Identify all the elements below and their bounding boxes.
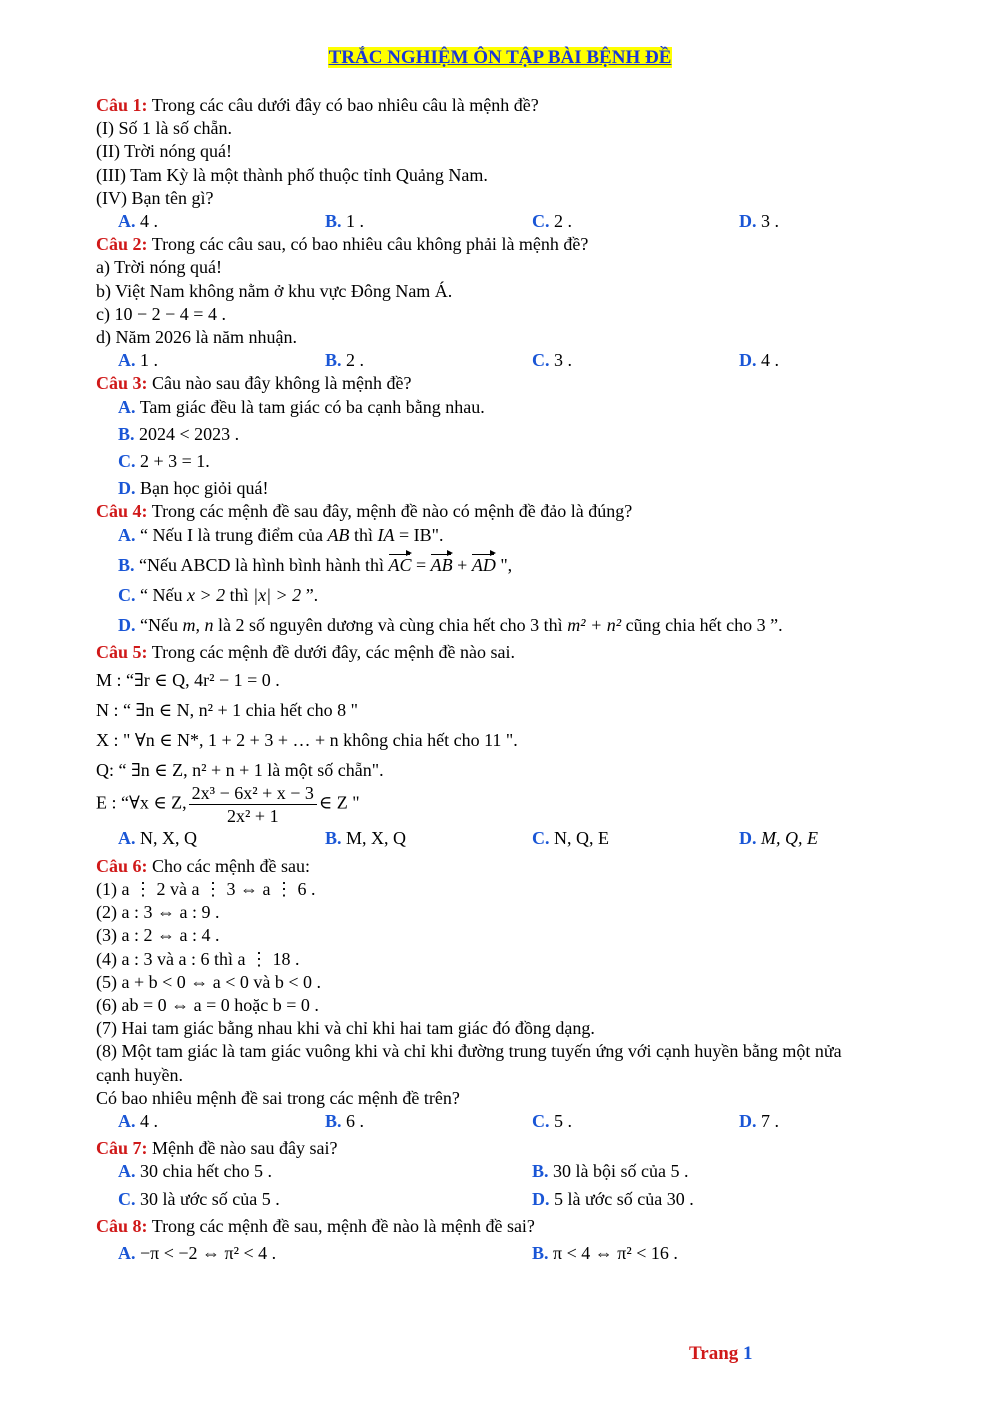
option-text: thì [225, 585, 254, 606]
option-text: N, X, Q [140, 828, 197, 849]
answer-options [96, 210, 946, 233]
option-letter: B. [325, 211, 342, 232]
option-letter: D. [118, 615, 136, 636]
question-text: Câu nào sau đây không là mệnh đề? [152, 373, 412, 394]
option-text: 2 . [346, 350, 365, 371]
option-text: ", [495, 554, 513, 575]
option-letter: A. [118, 828, 136, 849]
question-3 [96, 372, 946, 395]
vector-ab: AB [431, 554, 453, 577]
statement: d) Năm 2026 là năm nhuận. [96, 327, 297, 348]
option-letter: A. [118, 1242, 136, 1263]
statement: a) Trời nóng quá! [96, 257, 223, 278]
question-label: Câu 4: [96, 501, 148, 522]
question-1 [96, 94, 946, 117]
option-text: 4 . [140, 1110, 158, 1131]
option-text: −π < −2 ⇔ π² < 4 . [140, 1242, 277, 1263]
statement: (8) Một tam giác là tam giác vuông khi và chỉ khi đường trung tuyến ứng với cạnh huyền bằng một nửa [96, 1041, 842, 1062]
option-letter: A. [118, 396, 136, 417]
question-6 [96, 855, 946, 878]
option-text: 4 . [761, 350, 779, 371]
option-c[interactable] [118, 1188, 532, 1211]
statement: (1) a ⋮ 2 và a ⋮ 3 ⇔ a ⋮ 6 . [96, 878, 316, 899]
option-c[interactable] [532, 210, 739, 233]
statement: (6) ab = 0 ⇔ a = 0 hoặc b = 0 . [96, 994, 319, 1015]
statement: cạnh huyền. [96, 1064, 183, 1085]
option-letter: B. [118, 423, 135, 444]
math-expr: m² + n² [567, 615, 622, 636]
math-op: = [411, 554, 431, 575]
question-4 [96, 500, 946, 523]
question-label: Câu 3: [96, 373, 148, 394]
option-text: 1 . [346, 211, 365, 232]
option-a[interactable] [118, 1110, 325, 1133]
page-footer [689, 1343, 753, 1365]
numerator: 2x³ − 6x² + x − 3 [189, 782, 317, 805]
page-number: 1 [743, 1343, 753, 1364]
option-letter: B. [325, 350, 342, 371]
option-a[interactable] [118, 210, 325, 233]
option-text: 30 chia hết cho 5 . [140, 1161, 272, 1182]
option-a[interactable] [96, 524, 946, 547]
option-letter: A. [118, 1110, 136, 1131]
statement: b) Việt Nam không nằm ở khu vực Đông Nam Á. [96, 280, 453, 301]
option-text: 3 . [761, 211, 779, 232]
statement: c) 10 − 2 − 4 = 4 . [96, 303, 226, 324]
question-label: Câu 7: [96, 1138, 148, 1159]
option-text: 2 . [554, 211, 572, 232]
option-c[interactable] [96, 450, 946, 473]
option-a[interactable] [96, 396, 946, 419]
option-b[interactable] [325, 349, 532, 372]
question-5 [96, 641, 946, 664]
option-letter: D. [118, 478, 136, 499]
option-letter: C. [532, 1110, 550, 1131]
statement: (I) Số 1 là số chẵn. [96, 118, 232, 139]
option-letter: C. [118, 451, 136, 472]
option-letter: C. [118, 585, 136, 606]
math-expr: AB [327, 524, 350, 545]
option-letter: D. [739, 350, 757, 371]
math-expr: IA [377, 524, 395, 545]
question-label: Câu 2: [96, 234, 148, 255]
option-letter: D. [739, 211, 757, 232]
option-letter: C. [532, 350, 550, 371]
option-text: Bạn học giỏi quá! [140, 478, 269, 499]
answer-options [96, 1188, 946, 1211]
footer-label: Trang [689, 1343, 739, 1364]
option-letter: B. [325, 1110, 342, 1131]
question-label: Câu 6: [96, 855, 148, 876]
math-expr: |x| > 2 [253, 585, 302, 606]
option-letter: D. [739, 828, 757, 849]
option-text: 3 . [554, 350, 572, 371]
option-b[interactable] [325, 1110, 532, 1133]
statement: (5) a + b < 0 ⇔ a < 0 và b < 0 . [96, 971, 322, 992]
option-text: 7 . [761, 1110, 779, 1131]
option-text: M, X, Q [346, 828, 407, 849]
option-letter: D. [739, 1110, 757, 1131]
option-b[interactable] [532, 1242, 946, 1265]
question-2 [96, 233, 946, 256]
option-letter: D. [532, 1188, 550, 1209]
option-text: 6 . [346, 1110, 365, 1131]
question-text: Trong các mệnh đề sau đây, mệnh đề nào có mệnh đề đảo là đúng? [151, 501, 633, 522]
option-text: Tam giác đều là tam giác có ba cạnh bằng nhau. [139, 396, 485, 417]
option-c[interactable] [532, 349, 739, 372]
option-letter: C. [532, 828, 550, 849]
title-text: TRẮC NGHIỆM ÔN TẬP BÀI BỆNH ĐỀ [328, 47, 672, 68]
option-letter: A. [118, 211, 136, 232]
option-text: cũng chia hết cho 3 ”. [621, 615, 783, 636]
answer-options [96, 349, 946, 372]
option-letter: C. [532, 211, 550, 232]
question-text: Mệnh đề nào sau đây sai? [152, 1138, 338, 1159]
option-d[interactable] [532, 1188, 946, 1211]
option-text: = IB". [394, 524, 444, 545]
statement: (3) a : 2 ⇔ a : 4 . [96, 925, 220, 946]
option-b[interactable] [96, 554, 946, 577]
option-letter: C. [118, 1188, 136, 1209]
option-text: 2 + 3 = 1. [140, 451, 210, 472]
answer-options [96, 1110, 946, 1133]
option-text: “Nếu ABCD là hình bình hành thì [139, 554, 389, 575]
answer-options [96, 1242, 946, 1265]
option-letter: B. [532, 1161, 549, 1182]
option-text: là 2 số nguyên dương và cùng chia hết cho 3 thì [213, 615, 568, 636]
option-text: 30 là ước số của 5 . [140, 1188, 280, 1209]
option-a[interactable] [118, 827, 325, 850]
math-op: + [452, 554, 472, 575]
denominator: 2x² + 1 [227, 806, 279, 827]
option-b[interactable] [532, 1160, 946, 1183]
option-letter: A. [118, 350, 136, 371]
option-text: ”. [301, 585, 319, 606]
statement: (4) a : 3 và a : 6 thì a ⋮ 18 . [96, 948, 300, 969]
option-b[interactable] [96, 423, 946, 446]
statement-n: N : “ ∃n ∈ N, n² + 1 chia hết cho 8 " [96, 699, 358, 720]
option-text: 30 là bội số của 5 . [553, 1161, 689, 1182]
option-text: 1 . [140, 350, 158, 371]
question-label: Câu 8: [96, 1215, 148, 1236]
option-text: 4 . [140, 211, 158, 232]
option-d[interactable] [96, 477, 946, 500]
statement: (II) Trời nóng quá! [96, 141, 233, 162]
option-text: N, Q, E [554, 828, 609, 849]
question-text: Trong các câu sau, có bao nhiêu câu không phải là mệnh đề? [151, 234, 589, 255]
statement: (7) Hai tam giác bằng nhau khi và chỉ khi hai tam giác đó đồng dạng. [96, 1018, 595, 1039]
option-d[interactable] [739, 827, 946, 850]
option-c[interactable] [532, 827, 739, 850]
option-text: thì [349, 524, 378, 545]
option-letter: B. [325, 828, 342, 849]
vector-ac: AC [389, 554, 412, 577]
option-a[interactable] [118, 1242, 532, 1265]
fraction [189, 782, 317, 827]
option-a[interactable] [118, 349, 325, 372]
vector-ad: AD [472, 554, 496, 577]
question-text: Trong các mệnh đề sau, mệnh đề nào là mệnh đề sai? [151, 1215, 535, 1236]
math-expr: x > 2 [186, 585, 226, 606]
statement-m: M : “∃r ∈ Q, 4r² − 1 = 0 . [96, 669, 280, 690]
option-d[interactable] [739, 1110, 946, 1133]
question-text: Cho các mệnh đề sau: [152, 855, 310, 876]
option-d[interactable] [739, 349, 946, 372]
answer-options [96, 1160, 946, 1183]
question-label: Câu 5: [96, 642, 148, 663]
option-letter: B. [118, 554, 135, 575]
question-label: Câu 1: [96, 95, 148, 115]
question-8 [96, 1215, 946, 1238]
statement: (IV) Bạn tên gì? [96, 187, 214, 208]
option-text: “Nếu [140, 615, 183, 636]
answer-options [96, 827, 946, 850]
math-expr: m, n [182, 615, 214, 636]
question-prompt: Có bao nhiêu mệnh đề sai trong các mệnh đề trên? [96, 1087, 460, 1108]
option-text: “ Nếu I là trung điểm của [140, 524, 328, 545]
option-letter: B. [532, 1242, 549, 1263]
option-text: M, Q, E [761, 828, 818, 849]
statement-x: X : " ∀n ∈ N*, 1 + 2 + 3 + … + n không chia hết cho 11 ". [96, 730, 518, 751]
statement: (III) Tam Kỳ là một thành phố thuộc tỉnh Quảng Nam. [96, 164, 488, 185]
option-text: 2024 < 2023 . [139, 423, 240, 444]
statement-e [96, 782, 946, 827]
question-7 [96, 1137, 946, 1160]
option-text: 5 là ước số của 30 . [554, 1188, 694, 1209]
statement-text: E : “∀x ∈ Z, [96, 793, 187, 814]
option-letter: A. [118, 524, 136, 545]
option-d[interactable] [739, 210, 946, 233]
option-letter: A. [118, 1161, 136, 1182]
page-title [0, 47, 1000, 69]
statement-q: Q: “ ∃n ∈ Z, n² + n + 1 là một số chẵn". [96, 760, 384, 781]
document-body [96, 94, 946, 1265]
option-text: “ Nếu [140, 585, 187, 606]
option-c[interactable] [532, 1110, 739, 1133]
statement: (2) a : 3 ⇔ a : 9 . [96, 902, 220, 923]
option-text: 5 . [554, 1110, 572, 1131]
option-b[interactable] [325, 827, 532, 850]
option-b[interactable] [325, 210, 532, 233]
option-text: π < 4 ⇔ π² < 16 . [553, 1242, 678, 1263]
option-d[interactable] [96, 614, 946, 637]
question-text: Trong các câu dưới đây có bao nhiêu câu là mệnh đề? [151, 95, 539, 115]
question-text: Trong các mệnh đề dưới đây, các mệnh đề nào sai. [151, 642, 516, 663]
option-c[interactable] [96, 584, 946, 607]
statement-text: ∈ Z " [318, 793, 360, 814]
option-a[interactable] [118, 1160, 532, 1183]
